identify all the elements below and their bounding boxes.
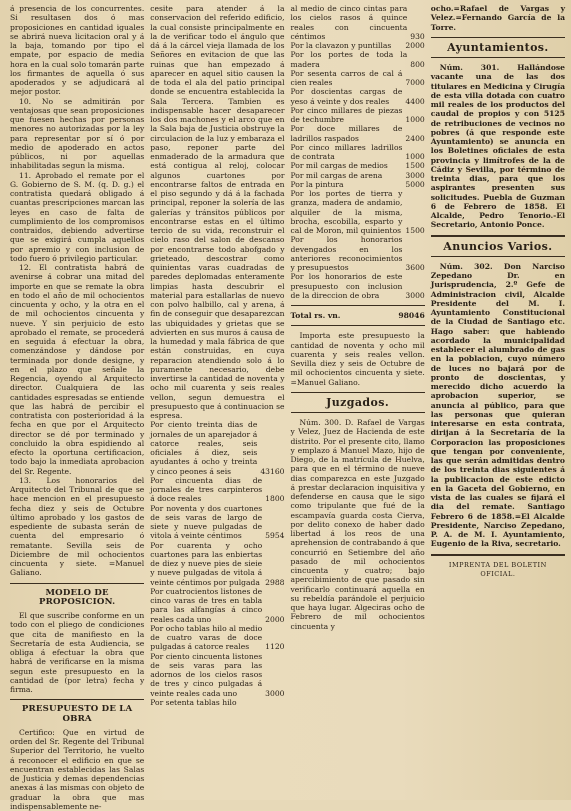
paragraph: Importa este presupuesto la cantidad de noventa y ocho mil cuarenta y seis reales vellon. Sevilla diez y seis de Octubre de mil ochocientos cincuenta y siete. =Manuel Galiano. (290, 331, 425, 387)
paragraph: Núm. 302. Don Narciso Zepedano Dr. en Jurisprudencia, 2.º Gefe de Administracion civil, Alcalde Presidente del M. I. Ayuntamiento Constitucional de la Ciudad de Santiago etc. Hago saber: que habiendo acordado la municipalidad establecer el alumbrado de gas en la poblacion, cuyo número de luces no bajará por de pronto de doscientas, y merecido dicho acuerdo la aprobacion superior, se anuncia al público, para que las personas que quieran interesarse en esta contrata, dirijan á la Secretaría de la Corporacion las proposiciones que tengan por conveniente, las que serán admitidas dentro de los treinta dias siguientes á la publicacion de este edicto en la Gaceta del Gobierno, en vista de las cuales se fijará el dia del remate. Santiago Febrero 6 de 1858.=El Alcalde Presidente, Narciso Zepedano, P. A. de M. I. Ayuntamiento, Eugenio de la Riva, secretario. (430, 261, 565, 549)
budget-line-label: Por cuarenta y ocho cuartones para las enbiertas de diez y nueve pies de sieie y nueve pulgadas de vitola á veinte céntimos por pulgada (150, 540, 263, 587)
budget-line-amount: 1500 (405, 226, 425, 235)
budget-line-label: Por los honorarios de este presupuesto con inclusion de la direccion de obra (290, 272, 403, 300)
column-1 (10, 4, 145, 811)
section-heading-anuncios: Anuncios Varios. (443, 239, 553, 253)
budget-line (150, 420, 284, 476)
budget-line (150, 476, 284, 504)
budget-line-label: Por mil cargas de arena (290, 170, 383, 180)
budget-line (150, 587, 284, 624)
budget-line-label: Por ocho tablas hilo al medio de cuatro varas de doce pulgadas á catorce reales (150, 623, 263, 652)
budget-line-amount: 3000 (265, 688, 285, 698)
budget-line (150, 504, 284, 541)
divider (291, 412, 425, 413)
budget-line (150, 541, 284, 587)
budget-line-amount: 3000 (405, 170, 425, 180)
divider (291, 325, 425, 326)
budget-line-label: Por mil cargas de medios (290, 161, 388, 171)
budget-line-amount: 1000 (405, 115, 425, 124)
divider (291, 392, 425, 393)
budget-line-label: Por cincuenta dias de jornales de tres carpinteros á doce reales (150, 475, 263, 504)
divider (431, 256, 565, 257)
divider (10, 699, 144, 700)
paragraph: Núm. 301. Hallándose vacante una de las dos titulares en Medicina y Cirugía de esta villa dotada con cuatro mil reales de los productos del caudal de propios y con 5125 de retribuciones de vecinos no pobres (á que responde este Ayuntamiento) se anuncia en los Boletines oficiales de esta provincia y limítrofes de la de Cádiz y Sevilla, por término de treinta dias, para que los aspirantes presenten sus solicitudes. Puebla de Guzman 6 de Febrero de 1858. El Alcalde, Pedro Tenorio.-El Secretario, Antonio Ponce. (430, 63, 565, 230)
paragraph: 13. Los honorarios del Arquitecto del Tribunal de que se hace mencion en el presupuesto fecha diez y seis de Octubre último aprobado y los gastos de espediente de subasta serán de cuenta del empresario ó rematante. Sevilla seis de Diciembre de mil ochocientos cincuenta y siete. =Manuel Galiano. (10, 475, 145, 578)
budget-line-amount: 4400 (405, 96, 425, 106)
budget-line-amount: 1000 (405, 152, 425, 161)
divider (431, 37, 565, 38)
budget-line-label: Por cuatrocientos listones de cinco varas de tres en tabla para las alfangías á cinco reales cada uno (150, 586, 263, 624)
budget-line (291, 161, 425, 170)
divider (431, 235, 565, 237)
budget-line-amount: 1120 (265, 642, 285, 652)
budget-line (291, 69, 425, 88)
section-heading-juzgados: Juzgados. (326, 395, 390, 409)
budget-entries (150, 420, 284, 707)
budget-line (291, 180, 425, 189)
budget-line (291, 50, 425, 69)
budget-line-label: Por cinco millares ladrillos de contrata (290, 142, 403, 161)
budget-line-amount: 1500 (405, 161, 425, 171)
section-heading-modelo: MODELO DE PROPOSICION. (38, 587, 116, 607)
budget-line (291, 106, 425, 125)
budget-line-amount: 7000 (405, 78, 425, 87)
printer-imprint: IMPRENTA DEL BOLETIN OFICIAL. (448, 560, 547, 578)
column-4 (431, 4, 565, 800)
budget-line-label: Por sesenta carros de cal á cien reales (290, 68, 403, 87)
budget-line-amount: 930 (410, 31, 425, 41)
budget-line-amount: 43160 (260, 466, 285, 476)
column-3 (291, 4, 425, 800)
budget-line-amount: 3600 (405, 263, 425, 272)
paragraph: 10. No se admitirán por ventajosas que sean proposiciones que fuesen hechas por personas menores no autorizadas por la ley para representar por sí ó por medio de apoderado en actos públicos, ni por aquellas inhabilitadas segun la misma. (10, 96, 145, 171)
section-heading-ayuntamientos: Ayuntamientos. (447, 40, 549, 54)
budget-line (150, 698, 284, 707)
paragraph: 11. Aprobado el remate por el G. Gobierno de S. M. (q. D. g.) el contratista quedará obligado á cuantas prescripciones marcan las leyes en caso de falta de cumplimiento de los compromisos contraidos, debiendo advertirse que se exigirá cumpla aquellos por apremio y con inclusion de todo fuero ó privilegio particular. (10, 170, 145, 263)
budget-line-label: Por los portes de tierra y granza, madera de andamio, alquiler de la misma, brocha, escobilla, esparto y cal de Moron, mil quinientos (290, 189, 403, 235)
budget-line-label: Por la clavazon y puntillas (290, 41, 392, 50)
paragraph: Certifico: Que en virtud de orden del Sr. Regente del Tribunal Superior del Territorio, he vuelto á reconocer el edificio en que se encuentran establecidas las Salas de Justicia y demas dependencias anexas á las mismas con objeto de graduar la obra que mas indispensablemente ne- (10, 727, 145, 811)
total-label: Total rs. vn. (290, 311, 341, 320)
budget-line-label: Por noventa y dos cuartones de seis varas de largo de siete y nueve pulgadas de vitola á veinte céntimos (150, 503, 263, 541)
budget-line-label: Por los honorarios devengados en los anteriores reconocimientos y presupuestos (290, 235, 403, 272)
paragraph: Núm. 300. D. Rafael de Vargas y Velez, Juez de Hacienda de este distrito. Por el presente cito, llamo y emplazo á Manuel Mazo, hijo de Diego, de la matrícula de Huelva, para que en el término de nueve dias comparezca en este Juzgado á prestar declaracion inquisitiva y defenderse en causa que le sigo como tripulante que fué de la escampavía guarda costa Cierva, por delito conexo de haber dado libertad á los reos de una aprehension de contrabando á que concurrió en Setiembre del año pasado de mil ochocientos cincuenta y cuatro; bajo apercibimiento de que pasado sin verificarlo continuará aquella en su rebeldía parándole el perjuicio que haya lugar. Algeciras ocho de Febrero de mil ochocientos cincuenta y (290, 418, 425, 631)
budget-entries (291, 4, 425, 300)
budget-line (291, 272, 425, 300)
budget-line (291, 124, 425, 143)
paragraph: cesite para atender á la conservacion del referido edificio, la cual consiste principalmente en la de verificar todo el ángulo que dá á la cárcel vieja llamada de los Señores en evitacion de que las ruinas que han empezado á aparecer en aquel sitio causen la de toda el ala del patio principal donde se encuentra establecida la Sala Tercera. Tambien es indispensable hacer desaparecer los dos machones y el arco que en la Sala baja de Justicia obstruye la circulacion de la luz y embaraza el paso, reponer parte del enmaderado de la armadura que está contigua al reloj, colocar algunos cuartones por encontrarse faltos de entrada en el piso segundo y dá á la fachada principal, reponer la solería de las galerías y tránsitos públicos por encontrarse estas en el último tercio de su vida, reconstruir el cielo raso del salon de descanso por encontrarse todo abofgado y grieteado, descostrar como quinientas varas cuadradas de paredes deplomadas enteramente limpias hasta descubrir el material para estallarlas de nuevo con polvo halbillo, cal y arena, á fin de conseguir que desaparezcan las ubiquidades y grietas que se advierten en sus muros á causa de la humedad y mala fábrica de que están construidas, en cuya reparacion atendiendo solo á lo puramente necesario, debe invertirse la cantidad de noventa y ocho mil cuarenta y seis reales vellon, segun demuestra el presupuesto que á continuacion se espresa. (150, 4, 285, 420)
budget-line (291, 143, 425, 162)
budget-line-label: Por doce millares de ladrillos raspados (290, 124, 403, 143)
budget-line-amount: 2988 (265, 577, 285, 587)
budget-line (291, 41, 425, 50)
budget-line-amount: 800 (410, 59, 425, 69)
section-heading-presupuesto: PRESUPUESTO DE LA OBRA (21, 704, 133, 724)
budget-line-label: Por setenta tablas hilo (150, 697, 237, 707)
budget-line-amount: 5954 (265, 531, 285, 541)
budget-total (291, 311, 425, 320)
budget-line-label: Por ciento cincuenta listones de seis varas para las adornos de los cielos rasos de tres y cinco pulgadas á veinte reales cada uno (150, 651, 263, 698)
budget-line-label: Por ciento treinta dias de jornales de un aparejador á catorce reales, seis oficiales á diez, seis ayudantes á ocho y treinta y cinco peones á seis (150, 420, 258, 476)
divider (431, 554, 565, 556)
budget-line-label: Por cinco millares de piezas de techumbre (290, 105, 403, 124)
budget-line (291, 171, 425, 180)
budget-line-amount: 2400 (405, 133, 425, 143)
budget-line (291, 4, 425, 41)
divider (10, 583, 144, 584)
column-2 (150, 4, 284, 800)
budget-line-amount: 5000 (405, 179, 425, 189)
paragraph: á presencia de los concurrentes. Si resultasen dos ó mas proposiciones en cantidad iguales se abrirá nueva licitacion oral y á la baja, tomando por tipo el empate, por espacio de media hora en la cual solo tomarán parte los firmantes de aquella ó sus apoderados y se adjudicará al mejor postor. (10, 4, 145, 97)
paragraph: El que suscribe conforme en un todo con el pliego de condiciones que cita de manifiesto en la Secretaría de esta Audiencia, se obliga á efectuar la obra que habrá de verificarse en la misma segun este presupuesto en la cantidad de (por letra) fecha y firma. (10, 611, 145, 694)
budget-line (150, 652, 284, 698)
divider (431, 57, 565, 58)
budget-line-label: Por doscientas cargas de yeso á veinte y dos reales (290, 87, 403, 106)
total-amount: 98046 (398, 311, 425, 320)
budget-line (291, 235, 425, 272)
budget-line-label: al medio de cinco cintas para los cielos rasos á quince reales con cincuenta céntimos (290, 4, 408, 41)
budget-line-amount: 2000 (265, 614, 285, 624)
budget-line (291, 189, 425, 235)
paragraph: 12. El contratista habrá de avenirse á cobrar una mitad del importe en que se remate la obra en todo el año de mil ochocientos cincuenta y ocho, y la otra en el de mil ochocientos cincuenta y nueve. Y sin perjuicio de esto aprobado el remate, se procederá en seguida á efectuar la obra, comenzándose y dándose por terminada por donde designe, y en el plazo que señale la Regencia, oyendo al Arquitecto director. Cualquiera de las cantidades espresadas se entiende que las habrá de percibir el contratista con posterioridad á la fecha en que por el Arquitecto director se dé por terminado y concluido la obra espidiendo al efecto la oportuna certificacion, todo bajo la inmediata aprobacion del Sr. Regente. (10, 263, 145, 476)
budget-line-label: Por la pintura (290, 179, 344, 189)
budget-line-amount: 1800 (265, 494, 285, 504)
budget-line (150, 624, 284, 652)
budget-line-amount: 2000 (405, 41, 425, 50)
paragraph: ocho.=Rafael de Vargas y Velez.=Fernando García de la Torre. (430, 4, 565, 32)
budget-line (291, 87, 425, 106)
budget-line-amount: 3000 (405, 290, 425, 300)
divider (291, 305, 425, 306)
budget-line-label: Por los portes de toda la madera (290, 50, 408, 69)
